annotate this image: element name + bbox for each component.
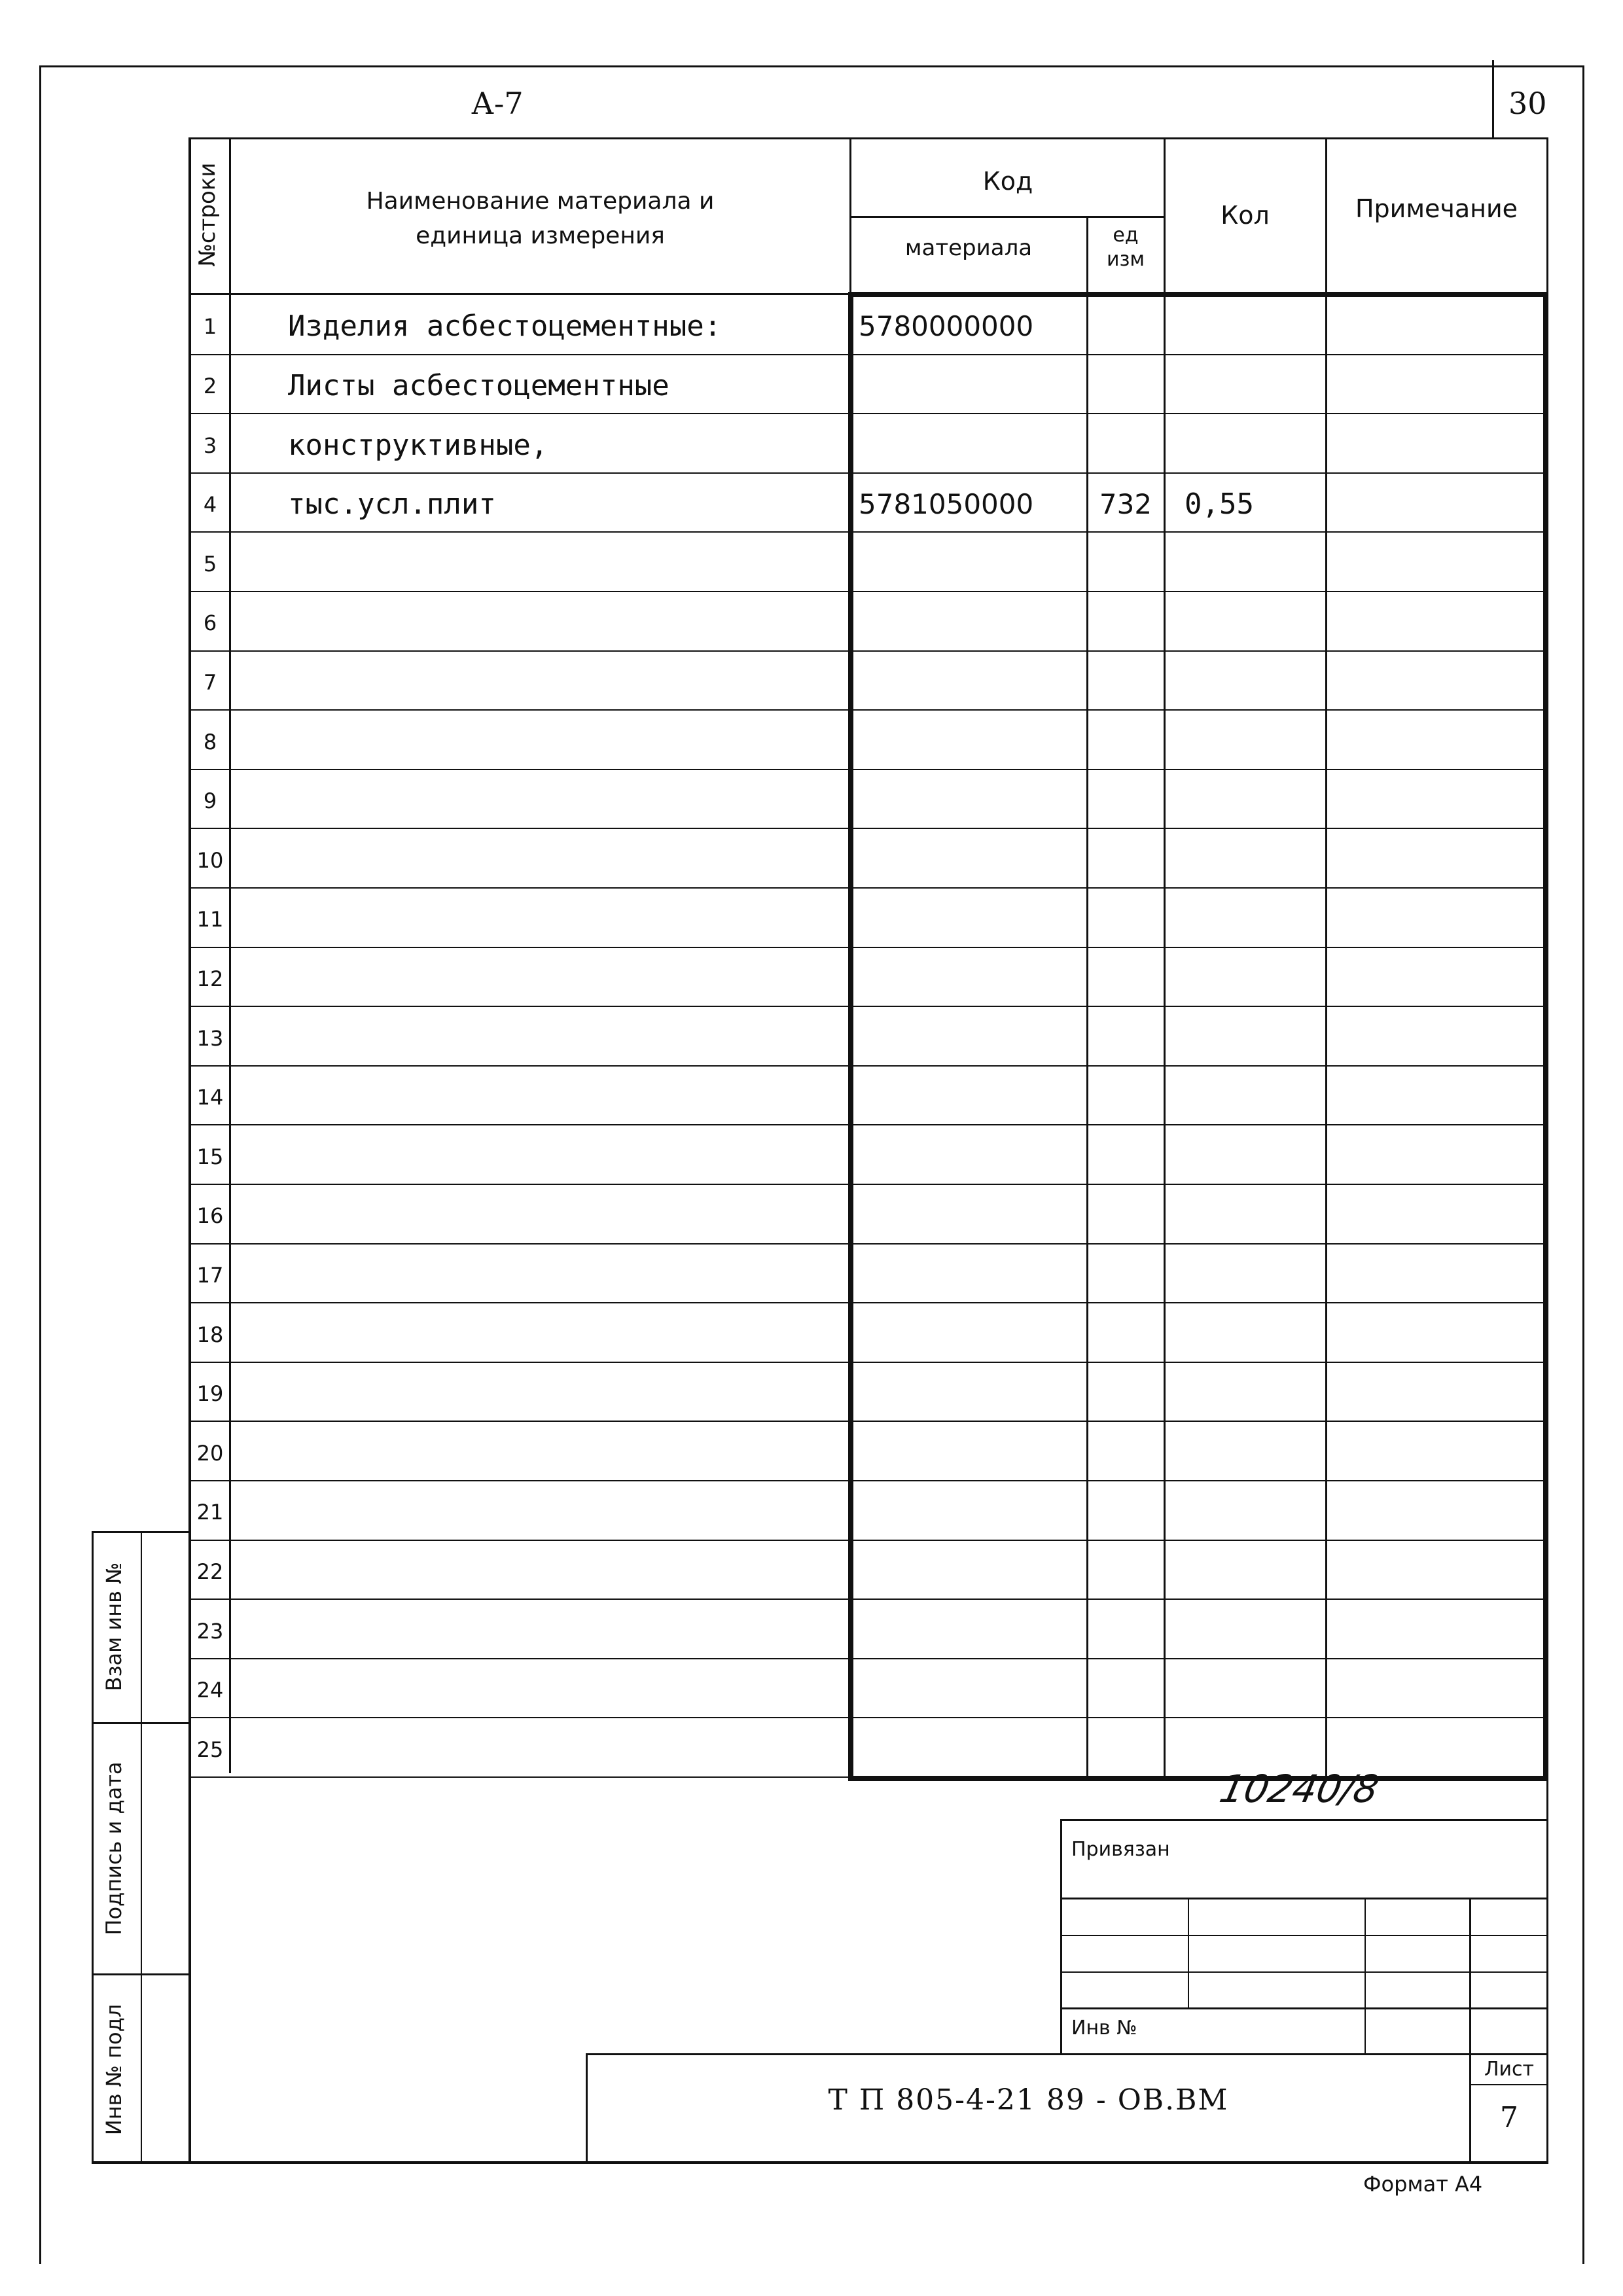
row-divider [191, 887, 1544, 889]
row-number: 15 [196, 1144, 224, 1169]
row-divider [191, 1480, 1544, 1481]
row-divider [191, 650, 1544, 652]
row-divider [191, 709, 1544, 711]
row-number: 18 [196, 1322, 224, 1347]
row-divider [191, 1065, 1544, 1067]
col-line-rowno-name [229, 137, 231, 1773]
header-name-line1: Наименование материала и [366, 188, 715, 215]
row-material-code: 5780000000 [859, 310, 1034, 343]
page-number: 30 [1508, 86, 1547, 121]
row-number: 17 [196, 1262, 224, 1288]
header-bottom-line [190, 293, 851, 295]
row-number: 9 [203, 788, 217, 814]
header-code-material: материала [904, 235, 1033, 261]
thick-box-top [849, 292, 1548, 297]
row-number: 5 [203, 551, 217, 576]
row-divider [191, 472, 1544, 474]
row-number: 23 [196, 1618, 224, 1644]
row-name: конструктивные, [288, 428, 548, 462]
sheet-number: 7 [1500, 2101, 1518, 2134]
header-name-line2: единица измерения [416, 222, 665, 249]
row-number: 19 [196, 1381, 224, 1407]
row-divider [191, 769, 1544, 770]
side-stamp-inner-col [141, 1531, 142, 2163]
row-number: 3 [203, 433, 217, 458]
frame-right-line [1582, 65, 1584, 2264]
row-number: 1 [203, 314, 217, 340]
tb-grid-line-2 [1060, 1935, 1548, 1936]
privyazan-label: Привязан [1071, 1838, 1170, 1861]
inner-frame-bottom [92, 2161, 1548, 2164]
row-number: 6 [203, 610, 217, 636]
row-name: Листы асбестоцементные [288, 368, 669, 402]
row-divider [191, 1184, 1544, 1185]
thick-box-bottom [848, 1776, 1548, 1781]
tb-grid-col-1 [1188, 1898, 1189, 2009]
row-name: Изделия асбестоцементные: [288, 309, 722, 344]
row-number: 25 [196, 1737, 224, 1762]
tb-sheet-label-line [1469, 2084, 1548, 2085]
side-stamp-inv-podl: Инв № подл [101, 2004, 126, 2136]
header-row-no: №строки [194, 162, 221, 267]
col-sep-mat-unit [1086, 294, 1088, 1778]
row-divider [191, 1006, 1544, 1007]
row-divider [191, 1776, 849, 1778]
row-number: 21 [196, 1500, 224, 1525]
row-divider [191, 1540, 1544, 1541]
side-stamp-vzam-inv: Взам инв № [101, 1562, 126, 1691]
tb-grid-line-1 [1060, 1898, 1548, 1899]
row-divider [191, 413, 1544, 414]
document-code: Т П 805-4-21 89 - ОВ.ВМ [828, 2083, 1229, 2117]
tb-line-privyazan-top [1060, 1819, 1548, 1821]
sheet-label: Лист [1484, 2058, 1535, 2081]
side-stamp-left [92, 1531, 94, 2163]
frame-left-line [39, 65, 41, 2264]
row-number: 14 [196, 1085, 224, 1110]
col-sep-qty-note [1325, 294, 1327, 1778]
row-divider [191, 591, 1544, 592]
row-number: 13 [196, 1025, 224, 1051]
col-sep-unit-qty [1164, 294, 1166, 1778]
row-unit-code: 732 [1099, 488, 1152, 521]
frame-top-line [39, 65, 1584, 67]
row-qty: 0,55 [1185, 487, 1254, 521]
thick-box-left [848, 292, 853, 1780]
row-divider [191, 531, 1544, 533]
row-divider [191, 1302, 1544, 1303]
row-divider [191, 1717, 1544, 1718]
header-code-unit-2: изм [1106, 248, 1145, 271]
inv-no-label: Инв № [1071, 2017, 1137, 2040]
row-divider [191, 1598, 1544, 1600]
row-number: 12 [196, 966, 224, 991]
row-divider [191, 1124, 1544, 1125]
header-code: Код [982, 167, 1033, 196]
row-number: 7 [203, 669, 217, 695]
row-number: 11 [196, 907, 224, 932]
row-number: 24 [196, 1678, 224, 1703]
row-divider [191, 1243, 1544, 1245]
header-code-unit-1: ед [1113, 224, 1139, 247]
row-material-code: 5781050000 [859, 488, 1034, 521]
tb-grid-line-3 [1060, 1971, 1548, 1973]
inner-frame-top [190, 137, 1548, 139]
thick-box-right [1543, 292, 1548, 1780]
header-code-subline [849, 216, 1165, 218]
tb-left-vertical [1060, 1819, 1062, 2055]
sheet-code-top: А-7 [471, 86, 524, 121]
row-number: 2 [203, 373, 217, 398]
header-qty: Кол [1221, 201, 1270, 230]
row-divider [191, 1362, 1544, 1363]
row-divider [191, 828, 1544, 829]
row-number: 22 [196, 1559, 224, 1584]
side-stamp-podpis-data: Подпись и дата [101, 1761, 126, 1935]
tb-grid-col-2 [1364, 1898, 1366, 2055]
row-name: тыс.усл.плит [288, 487, 496, 521]
row-divider [191, 1421, 1544, 1422]
page-number-box-left [1492, 60, 1494, 139]
row-divider [191, 1658, 1544, 1659]
row-number: 4 [203, 492, 217, 518]
format-label: Формат А4 [1363, 2172, 1483, 2197]
row-number: 8 [203, 729, 217, 754]
tb-grid-line-4 [1060, 2007, 1548, 2009]
row-divider [191, 947, 1544, 948]
header-note: Примечание [1355, 194, 1518, 223]
row-number: 10 [196, 847, 224, 873]
tb-code-box-top [586, 2053, 1548, 2055]
row-divider [191, 354, 1544, 355]
row-number: 20 [196, 1440, 224, 1466]
handwritten-number: 10240/8 [1215, 1767, 1383, 1811]
row-number: 16 [196, 1203, 224, 1229]
